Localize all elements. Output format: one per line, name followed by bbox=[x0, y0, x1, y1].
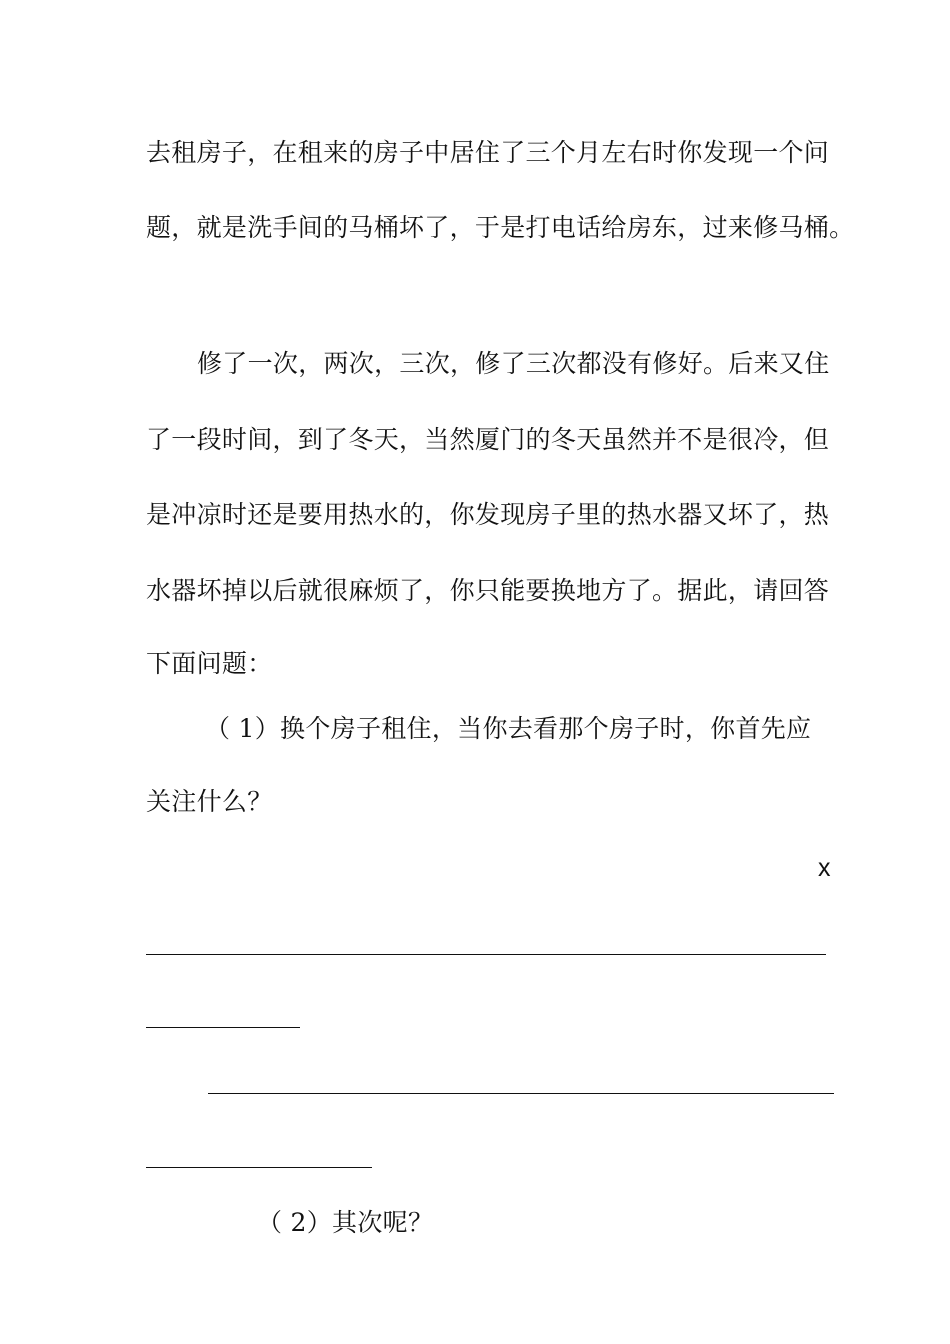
paragraph-2-line-5: 下面问题： bbox=[146, 649, 273, 678]
question-2: （ 2）其次呢？ bbox=[257, 1208, 434, 1237]
paragraph-2-line-2: 了一段时间，到了冬天，当然厦门的冬天虽然并不是很冷，但 bbox=[146, 425, 830, 454]
answer-line-3[interactable] bbox=[208, 1093, 834, 1094]
answer-line-4[interactable] bbox=[146, 1167, 372, 1168]
answer-line-1[interactable] bbox=[146, 954, 826, 955]
paragraph-2-line-1: 修了一次，两次，三次，修了三次都没有修好。后来又住 bbox=[197, 349, 830, 378]
question-1-line-1: （ 1）换个房子租住，当你去看那个房子时，你首先应 bbox=[205, 714, 812, 743]
paragraph-1-line-2: 题，就是洗手间的马桶坏了，于是打电话给房东，过来修马桶。 bbox=[146, 213, 855, 242]
answer-line-2[interactable] bbox=[146, 1027, 300, 1028]
paragraph-2-line-3: 是冲凉时还是要用热水的，你发现房子里的热水器又坏了，热 bbox=[146, 500, 830, 529]
paragraph-2-line-4: 水器坏掉以后就很麻烦了，你只能要换地方了。据此，请回答 bbox=[146, 576, 830, 605]
paragraph-1-line-1: 去租房子，在租来的房子中居住了三个月左右时你发现一个问 bbox=[146, 138, 830, 167]
question-1-line-2: 关注什么？ bbox=[146, 787, 273, 816]
mark-x: x bbox=[818, 854, 831, 882]
